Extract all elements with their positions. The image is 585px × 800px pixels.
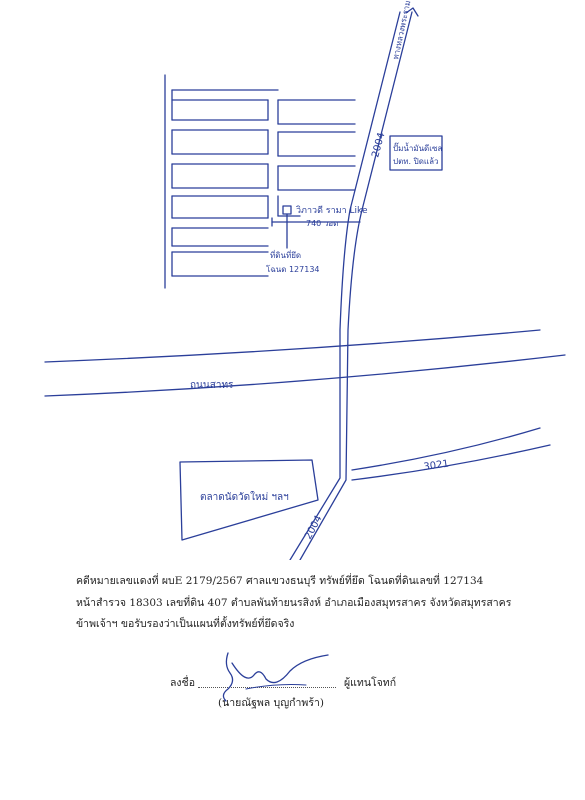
- parcel-grid: [165, 75, 360, 288]
- plot-label-line1: ที่ดินที่ยึด: [270, 251, 302, 260]
- plot-label-line2: โฉนด 127134: [266, 265, 320, 274]
- road-2004-bottom-label: 2004: [302, 513, 325, 542]
- road-2004: [290, 8, 418, 560]
- sign-prefix: ลงชื่อ: [170, 677, 195, 689]
- deed-location-line: หน้าสำรวจ 18303 เลขที่ดิน 407 ตำบลพันท้ายนรสิงห์ อำเภอเมืองสมุทรสาคร จังหวัดสมุทรสาคร: [76, 597, 512, 609]
- sign-role: ผู้แทนโจทก์: [344, 677, 397, 689]
- seized-plot-marker: [283, 206, 291, 248]
- handwritten-signature: [206, 645, 346, 705]
- market-label: ตลาดนัดวัดใหม่ ฯลฯ: [200, 492, 289, 503]
- road-3021: [352, 428, 550, 480]
- road-3021-label: 3021: [422, 458, 450, 473]
- road-2004-top-label: 2004: [370, 131, 388, 159]
- village-label: วิภาวดี รามา Like: [296, 206, 368, 216]
- certification-line: ข้าพเจ้าฯ ขอรับรองว่าเป็นแผนที่ตั้งทรัพย์ที่ยึดจริง: [76, 618, 295, 630]
- village-sub-label: 740 วอด: [306, 219, 339, 228]
- signer-name: (นายณัฐพล บุญกำพร้า): [218, 697, 324, 709]
- main-road-label: ถนนสาทร: [190, 380, 234, 391]
- case-number-line: คดีหมายเลขแดงที่ ผบE 2179/2567 ศาลแขวงธนบุรี ทรัพย์ที่ยึด โฉนดที่ดินเลขที่ 127134: [76, 575, 484, 587]
- shop-label-line1: ปั๊มน้ำมันดีเซล: [393, 144, 443, 153]
- north-road-label: ทางหลวงพระราม: [391, 0, 413, 61]
- main-road: [45, 330, 565, 396]
- shop-label-line2: ปตท. ปิดแล้ว: [393, 157, 439, 166]
